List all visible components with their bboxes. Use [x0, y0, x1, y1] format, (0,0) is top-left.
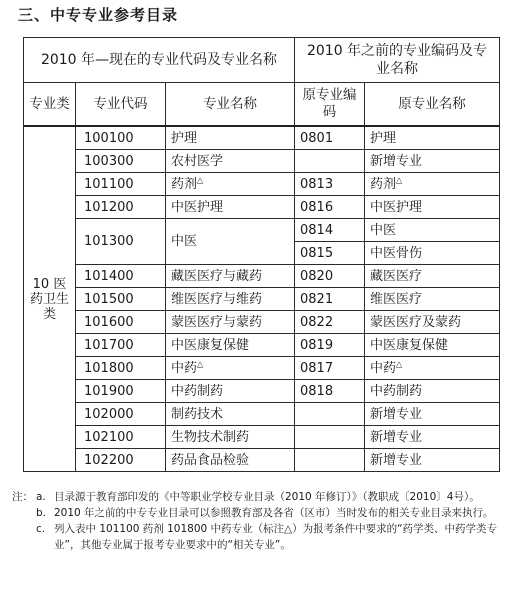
- major-code-cell: 101900: [76, 380, 166, 403]
- major-name-cell: [166, 403, 295, 426]
- major-name-text: 维医医疗与维药: [171, 291, 263, 307]
- note-mark: b.: [36, 507, 47, 519]
- major-code-cell: 101300: [76, 219, 166, 265]
- major-name-text: 农村医学: [171, 153, 224, 169]
- note-text: 目录源于教育部印发的《中等职业学校专业目录（2010 年修订）》（教职成〔2010〕4号）。: [54, 491, 480, 503]
- old-name-cell: [365, 173, 500, 196]
- major-code-cell: 101600: [76, 311, 166, 334]
- major-name-text: 中药: [171, 360, 198, 376]
- major-code-cell: 102100: [76, 426, 166, 449]
- old-code-cell: 0814: [295, 219, 365, 242]
- major-code-cell: 101500: [76, 288, 166, 311]
- header-current-codes: 2010 年—现在的专业代码及专业名称: [24, 38, 295, 83]
- table-row: [24, 288, 500, 311]
- old-code-cell: 0822: [295, 311, 365, 334]
- old-name-cell: [365, 265, 500, 288]
- note-text: 2010 年之前的中专专业目录可以参照教育部及各省（区市）当时发布的相关专业目录来执行。: [54, 507, 494, 519]
- old-code-cell: 0821: [295, 288, 365, 311]
- major-name-text: 中医: [171, 234, 198, 249]
- major-code-cell: 101700: [76, 334, 166, 357]
- major-name-cell: [166, 126, 295, 150]
- table-row: [24, 219, 500, 242]
- major-name-text: 护理: [171, 130, 198, 146]
- old-name-text: 中医: [370, 222, 397, 238]
- note-text: 列入表中 101100 药剂 101800 中药专业（标注△）为报考条件中要求的“药学类、中药学类专业”，其他专业属于报考专业要求中的“相关专业”。: [54, 523, 498, 551]
- old-name-text: 维医医疗: [370, 291, 423, 307]
- major-name-text: 蒙医医疗与蒙药: [171, 314, 263, 330]
- major-code-cell: 101100: [76, 173, 166, 196]
- old-name-text: 中医护理: [370, 199, 423, 215]
- old-name-text: 中医康复保健: [370, 337, 449, 353]
- triangle-mark: △: [396, 359, 403, 369]
- table-body: [24, 126, 500, 472]
- old-name-text: 新增专业: [370, 406, 423, 422]
- triangle-mark: △: [197, 175, 204, 185]
- old-name-cell: [365, 126, 500, 150]
- major-name-text: 藏医医疗与藏药: [171, 268, 263, 284]
- old-name-text: 中医骨伤: [370, 245, 423, 261]
- old-code-cell: 0801: [295, 126, 365, 150]
- old-name-text: 藏医医疗: [370, 268, 423, 284]
- old-name-cell: [365, 196, 500, 219]
- table-row: [24, 403, 500, 426]
- major-name-cell: [166, 173, 295, 196]
- old-name-cell: [365, 403, 500, 426]
- old-name-cell: [365, 380, 500, 403]
- table-row: [24, 173, 500, 196]
- table-row: [24, 126, 500, 150]
- old-name-text: 新增专业: [370, 452, 423, 468]
- major-name-cell: [166, 288, 295, 311]
- table-row: [24, 449, 500, 472]
- major-name-text: 中医护理: [171, 199, 224, 215]
- old-name-cell: [365, 334, 500, 357]
- major-name-cell: [166, 219, 295, 265]
- old-name-text: 中药制药: [370, 383, 423, 399]
- old-name-cell: [365, 150, 500, 173]
- major-code-cell: 101400: [76, 265, 166, 288]
- old-name-text: 中药: [370, 360, 397, 376]
- old-code-cell: 0816: [295, 196, 365, 219]
- old-code-cell: [295, 150, 365, 173]
- major-name-text: 中药制药: [171, 383, 224, 399]
- major-name-text: 药剂: [171, 176, 198, 192]
- category-cell: 10 医药卫生类: [24, 126, 76, 472]
- old-code-cell: 0820: [295, 265, 365, 288]
- table-row: [24, 426, 500, 449]
- header-previous-codes: 2010 年之前的专业编码及专业名称: [295, 38, 500, 83]
- major-code-cell: 100100: [76, 126, 166, 150]
- major-name-cell: [166, 426, 295, 449]
- note-mark: c.: [36, 523, 46, 535]
- old-name-cell: [365, 311, 500, 334]
- table-row: [24, 311, 500, 334]
- major-name-cell: [166, 357, 295, 380]
- old-name-cell: [365, 449, 500, 472]
- old-name-text: 新增专业: [370, 153, 423, 169]
- section-heading: 三、中专专业参考目录: [18, 6, 179, 24]
- major-code-cell: 102200: [76, 449, 166, 472]
- major-name-cell: [166, 449, 295, 472]
- header-old-name: 原专业名称: [365, 83, 500, 127]
- old-code-cell: 0819: [295, 334, 365, 357]
- old-code-cell: [295, 403, 365, 426]
- old-name-cell: [365, 288, 500, 311]
- old-name-text: 新增专业: [370, 429, 423, 445]
- major-name-text: 制药技术: [171, 406, 224, 422]
- major-code-cell: 101800: [76, 357, 166, 380]
- major-name-text: 药品食品检验: [171, 452, 250, 468]
- note-mark: a.: [36, 491, 46, 503]
- major-name-cell: [166, 196, 295, 219]
- old-name-text: 蒙医医疗及蒙药: [370, 314, 462, 330]
- major-code-cell: 102000: [76, 403, 166, 426]
- major-name-cell: [166, 334, 295, 357]
- header-code: 专业代码: [76, 83, 166, 127]
- note-c: [12, 521, 506, 553]
- major-code-cell: 101200: [76, 196, 166, 219]
- header-old-code: 原专业编码: [295, 83, 365, 127]
- old-name-text: 护理: [370, 130, 397, 146]
- old-name-cell: [365, 357, 500, 380]
- table-row: [24, 196, 500, 219]
- major-name-cell: [166, 311, 295, 334]
- old-code-cell: 0813: [295, 173, 365, 196]
- note-a: [12, 489, 506, 505]
- notes-section: [12, 489, 506, 553]
- table-row: [24, 334, 500, 357]
- old-code-cell: [295, 449, 365, 472]
- old-name-cell: [365, 426, 500, 449]
- major-name-cell: [166, 380, 295, 403]
- major-name-cell: [166, 150, 295, 173]
- header-name: 专业名称: [166, 83, 295, 127]
- table-row: [24, 265, 500, 288]
- table-row: [24, 357, 500, 380]
- old-code-cell: 0818: [295, 380, 365, 403]
- notes-prefix: 注：: [12, 491, 33, 503]
- old-code-cell: 0815: [295, 242, 365, 265]
- major-code-cell: 100300: [76, 150, 166, 173]
- old-code-cell: 0817: [295, 357, 365, 380]
- major-name-cell: [166, 265, 295, 288]
- table-row: [24, 380, 500, 403]
- header-category: 专业类: [24, 83, 76, 127]
- major-name-text: 中医康复保健: [171, 337, 250, 353]
- old-name-cell: [365, 242, 500, 265]
- table-row: [24, 150, 500, 173]
- old-name-cell: [365, 219, 500, 242]
- triangle-mark: △: [197, 359, 204, 369]
- major-name-text: 生物技术制药: [171, 429, 250, 445]
- old-code-cell: [295, 426, 365, 449]
- old-name-text: 药剂: [370, 176, 397, 192]
- major-catalog-table: [23, 37, 500, 472]
- note-b: [12, 505, 506, 521]
- triangle-mark: △: [396, 175, 403, 185]
